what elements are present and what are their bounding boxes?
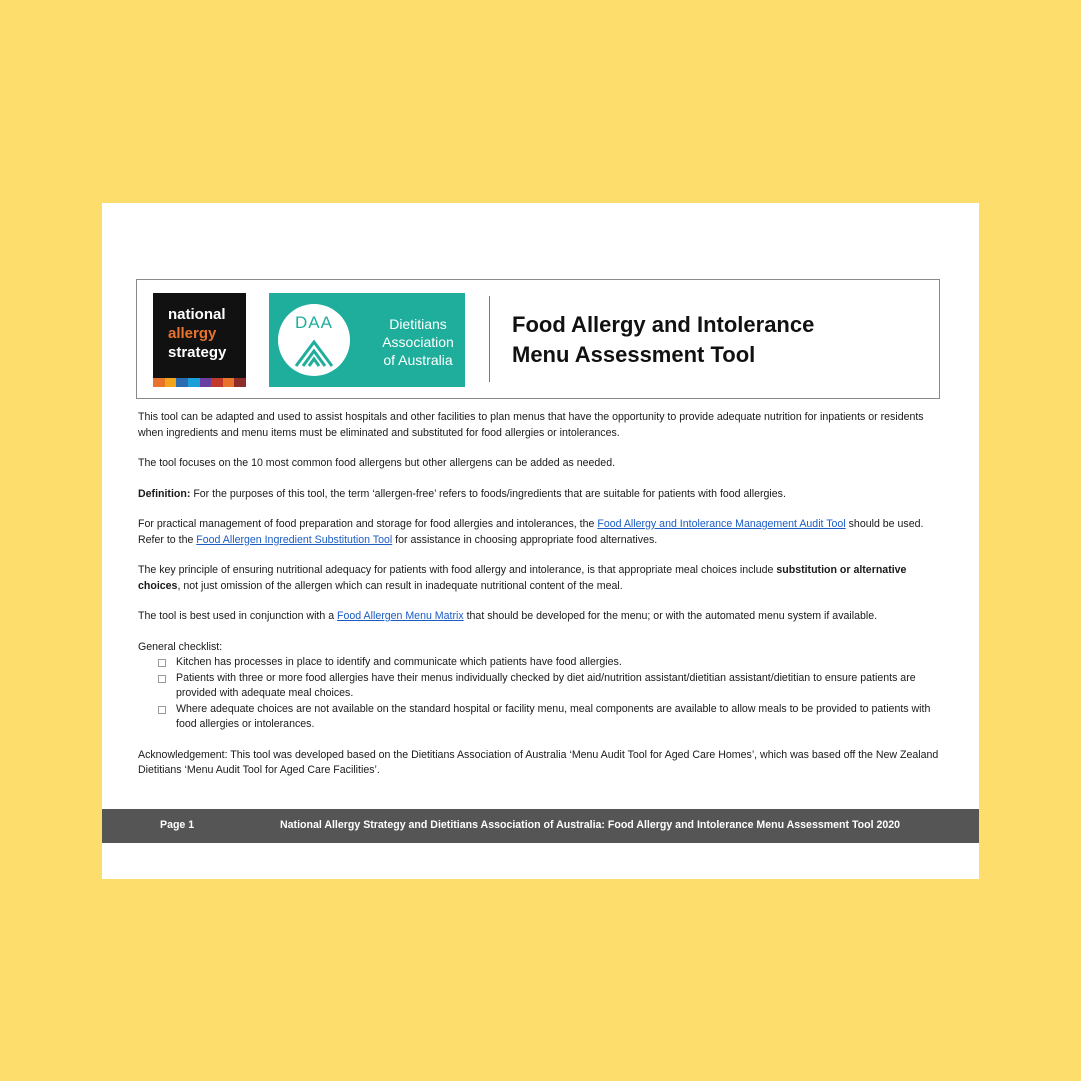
checklist-item-text: Kitchen has processes in place to identify and communicate which patients have food allergies.	[176, 656, 622, 668]
page-number: Page 1	[160, 819, 195, 831]
nas-stripe	[188, 378, 200, 387]
checkbox-icon[interactable]	[158, 706, 166, 714]
management-paragraph	[138, 517, 944, 548]
text-span: that should be developed for the menu; or with the automated menu system if available.	[463, 610, 878, 622]
text-span: , not just omission of the allergen which can result in inadequate nutritional content of the meal.	[177, 579, 623, 592]
checklist-item	[156, 702, 944, 733]
substitution-tool-link[interactable]: Food Allergen Ingredient Substitution Tool	[196, 533, 393, 546]
daa-name-line3: of Australia	[383, 352, 453, 368]
national-allergy-strategy-logo	[153, 293, 246, 387]
page-footer	[102, 809, 979, 843]
text-span: The key principle of ensuring nutritional adequacy for patients with food allergy and intolerance, is that appropriate meal choices include	[138, 564, 777, 576]
checkbox-icon[interactable]	[158, 675, 166, 683]
nas-stripe	[153, 378, 165, 387]
header-divider	[489, 296, 490, 382]
daa-name-line2: Association	[382, 334, 454, 350]
text-span: The tool is best used in conjunction with a	[138, 610, 338, 622]
checklist-heading: General checklist:	[138, 640, 223, 653]
daa-name	[373, 315, 463, 369]
document-title	[512, 310, 814, 370]
text-span: should be used. Refer to the	[138, 518, 924, 546]
definition-text: For the purposes of this tool, the term ‘allergen-free’ refers to foods/ingredients that are suitable for patients with food allergies.	[190, 487, 786, 500]
definition-label: Definition:	[138, 487, 191, 500]
document-page	[102, 203, 979, 879]
nas-logo-stripes	[153, 378, 246, 387]
checklist-item	[156, 671, 944, 702]
nas-stripe	[200, 378, 212, 387]
header-box	[136, 279, 940, 399]
allergens-paragraph: The tool focuses on the 10 most common food allergens but other allergens can be added as needed.	[138, 457, 616, 469]
nas-logo-line3: strategy	[168, 344, 227, 361]
nas-logo-line2: allergy	[168, 325, 217, 342]
daa-logo	[269, 293, 465, 387]
daa-name-line1: Dietitians	[389, 316, 447, 332]
document-body	[138, 410, 944, 794]
matrix-paragraph	[138, 609, 944, 625]
menu-matrix-link[interactable]: Food Allergen Menu Matrix	[337, 610, 464, 622]
text-span: for assistance in choosing appropriate food alternatives.	[392, 533, 658, 546]
nas-logo-line1: national	[168, 306, 226, 323]
footer-text: National Allergy Strategy and Dietitians Association of Australia: Food Allergy and Intolerance Menu Assessment Tool 2020	[280, 819, 901, 831]
principle-paragraph	[138, 563, 944, 594]
title-line2: Menu Assessment Tool	[512, 342, 756, 367]
intro-paragraph: This tool can be adapted and used to assist hospitals and other facilities to plan menus that have the opportunity to provide adequate nutrition for inpatients or residents when ingredients and menu items must be eliminated and substituted for food allergies or intolerances.	[138, 411, 924, 439]
text-span: For practical management of food preparation and storage for food allergies and intolerances, the	[138, 518, 598, 530]
management-audit-tool-link[interactable]: Food Allergy and Intolerance Management Audit Tool	[597, 518, 846, 530]
bold-span: substitution or alternative choices	[138, 564, 907, 592]
acknowledgement-paragraph: Acknowledgement: This tool was developed based on the Dietitians Association of Australia ‘Menu Audit Tool for Aged Care Homes’, which was based off the New Zealand Dietitians ‘Menu Audit Tool for Aged Care Facilities’.	[138, 748, 939, 776]
mountain-icon	[294, 336, 334, 368]
nas-stripe	[176, 378, 188, 387]
checklist	[138, 655, 944, 733]
checkbox-icon[interactable]	[158, 659, 166, 667]
daa-abbreviation: DAA	[295, 313, 333, 332]
definition-paragraph	[138, 487, 944, 503]
daa-emblem	[278, 304, 350, 376]
checklist-item	[156, 655, 944, 671]
title-line1: Food Allergy and Intolerance	[512, 312, 815, 337]
nas-stripe	[223, 378, 235, 387]
nas-stripe	[165, 378, 177, 387]
checklist-item-text: Patients with three or more food allergies have their menus individually checked by diet aid/nutrition assistant/dietitian assistant/dietitian to ensure patients are provided with adequate meal choices.	[176, 671, 916, 699]
nas-stripe	[234, 378, 246, 387]
nas-stripe	[211, 378, 223, 387]
checklist-item-text: Where adequate choices are not available on the standard hospital or facility menu, meal components are available to allow meals to be provided to patients with food allergies or intolerances.	[176, 702, 931, 730]
